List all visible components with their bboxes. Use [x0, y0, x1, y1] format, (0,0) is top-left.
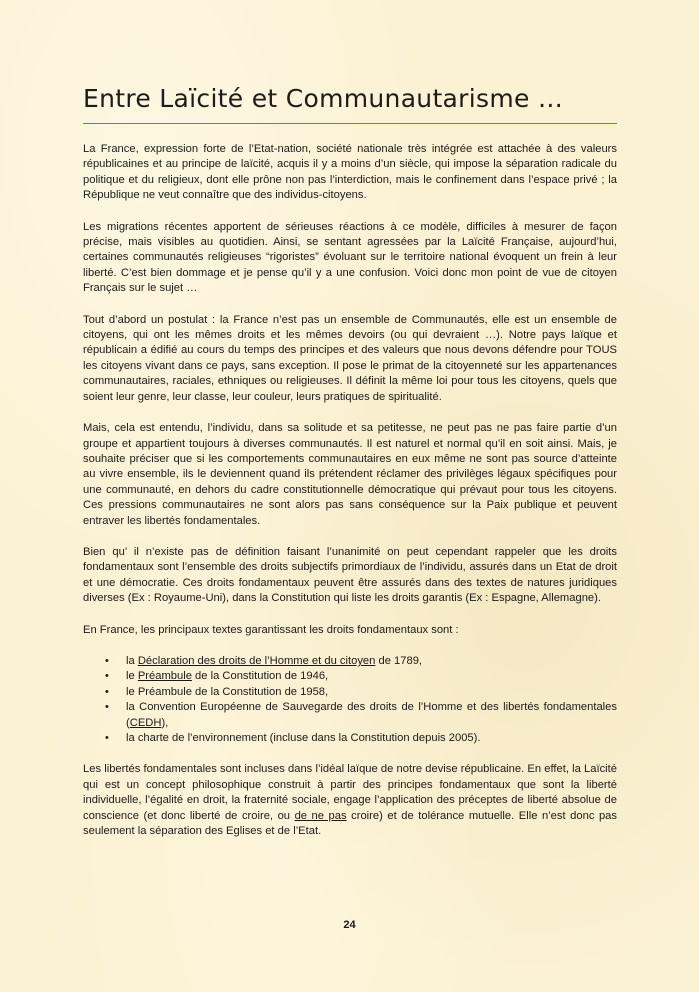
bullet-icon: • — [105, 685, 109, 698]
link-preambule[interactable]: Préambule — [137, 670, 192, 683]
bullet-icon: • — [105, 670, 109, 683]
page-title: Entre Laïcité et Communautarisme … — [83, 84, 564, 113]
bullet-icon: • — [105, 654, 109, 667]
title-underline-rule — [83, 123, 617, 124]
paragraph-4: Mais, cela est entendu, l’individu, dans sa solitude et sa petitesse, ne peut pas ne pas faire partie d’un groupe et appartient toujours à diverses communautés. Il est naturel et normal qu’il en soit ainsi. Mais, je souhaite préciser que si les comportements communautaires en eux même ne sont pas source d’atteinte au vivre ensemble, ils le deviennent quand ils prétendent réclamer des privilèges légaux spécifiques pour une communauté, en dehors du cadre constitutionnelle démocratique qui prévaut pour tous les citoyens. Ces pressions communautaires ne sont alors pas sans conséquence sur la Paix publique et peuvent entraver les libertés fondamentales. — [83, 422, 617, 527]
body-text — [83, 142, 617, 855]
list-item: • la Convention Européenne de Sauvegarde des droits de l’Homme et des libertés fondamentales (CEDH), — [105, 701, 617, 729]
paragraph-1: La France, expression forte de l’Etat-nation, société nationale très intégrée est attachée à des valeurs républicaines et au principe de laïcité, acquis il y a moins d’un siècle, qui impose la séparation radicale du politique et du religieux, dont elle prône non pas l’interdiction, mais le confinement dans l’espace privé ; la République ne veut connaître que des individus-citoyens. — [83, 143, 617, 202]
paragraph-2: Les migrations récentes apportent de sérieuses réactions à ce modèle, difficiles à mesurer de façon précise, mais visibles au quotidien. Ainsi, se sentant agressées par la Laïcité Française, aujourd’hui, certaines communautés religieuses “rigoristes” évoluant sur le territoire national évoquent un frein à leur liberté. C’est bien dommage et je pense qu’il y a une confusion. Voici donc mon point de vue de citoyen Français sur le sujet … — [83, 220, 617, 295]
bullet-icon: • — [105, 701, 109, 714]
list-item: • la Déclaration des droits de l’Homme et du citoyen de 1789, — [126, 654, 617, 669]
paragraph-6: En France, les principaux textes garantissant les droits fondamentaux sont : — [83, 623, 459, 636]
link-declaration[interactable]: Déclaration des droits de l’Homme et du citoyen — [137, 654, 376, 667]
list-item: • le Préambule de la Constitution de 1958, — [126, 685, 617, 700]
paragraph-3: Tout d’abord un postulat : la France n’est pas un ensemble de Communautés, elle est un ensemble de citoyens, qui ont les mêmes droits et les mêmes devoirs (ou qui devraient …). Notre pays laïque et républicain a édifié au cours du temps des principes et des valeurs que nous devons défendre pour TOUS les citoyens vivant dans ce pays, sans exception. Il pose le primat de la citoyenneté sur les appartenances communautaires, raciales, ethniques ou religieuses. Il définit la même loi pour tous les citoyens, quels que soient leur genre, leur classe, leur couleur, leurs pratiques de spiritualité. — [83, 313, 617, 403]
bullet-icon: • — [105, 732, 109, 744]
list-item: • le Préambule de la Constitution de 1946, — [126, 669, 617, 684]
page-number: 24 — [343, 919, 356, 931]
link-cedh[interactable]: CEDH — [129, 716, 162, 729]
paragraph-5: Bien qu’ il n’existe pas de définition faisant l’unanimité on peut cependant rappeler que les droits fondamentaux sont l’ensemble des droits subjectifs primordiaux de l’individu, assurés dans un Etat de droit et une démocratie. Ces droits fondamentaux peuvent être assurés dans des textes de natures juridiques diverses (Ex : Royaume-Uni), dans la Constitution qui liste les droits garantis (Ex : Espagne, Allemagne). — [83, 545, 617, 605]
list-item: • la charte de l’environnement (incluse dans la Constitution depuis 2005). — [126, 731, 617, 746]
fundamental-texts-list — [83, 654, 617, 746]
underlined-phrase: de ne pas — [294, 809, 347, 822]
paragraph-7: Les libertés fondamentales sont incluses dans l’idéal laïque de notre devise républicaine. En effet, la Laïcité qui est un concept philosophique construit à partir des principes fondamentaux que sont la liberté individuelle, l’égalité en droit, la fraternité sociale, engage l’application des préceptes de liberté absolue de conscience (et donc liberté de croire, ou de ne pas croire) et de tolérance mutuelle. Elle n’est donc pas seulement la séparation des Eglises et de l’Etat. — [83, 763, 617, 838]
